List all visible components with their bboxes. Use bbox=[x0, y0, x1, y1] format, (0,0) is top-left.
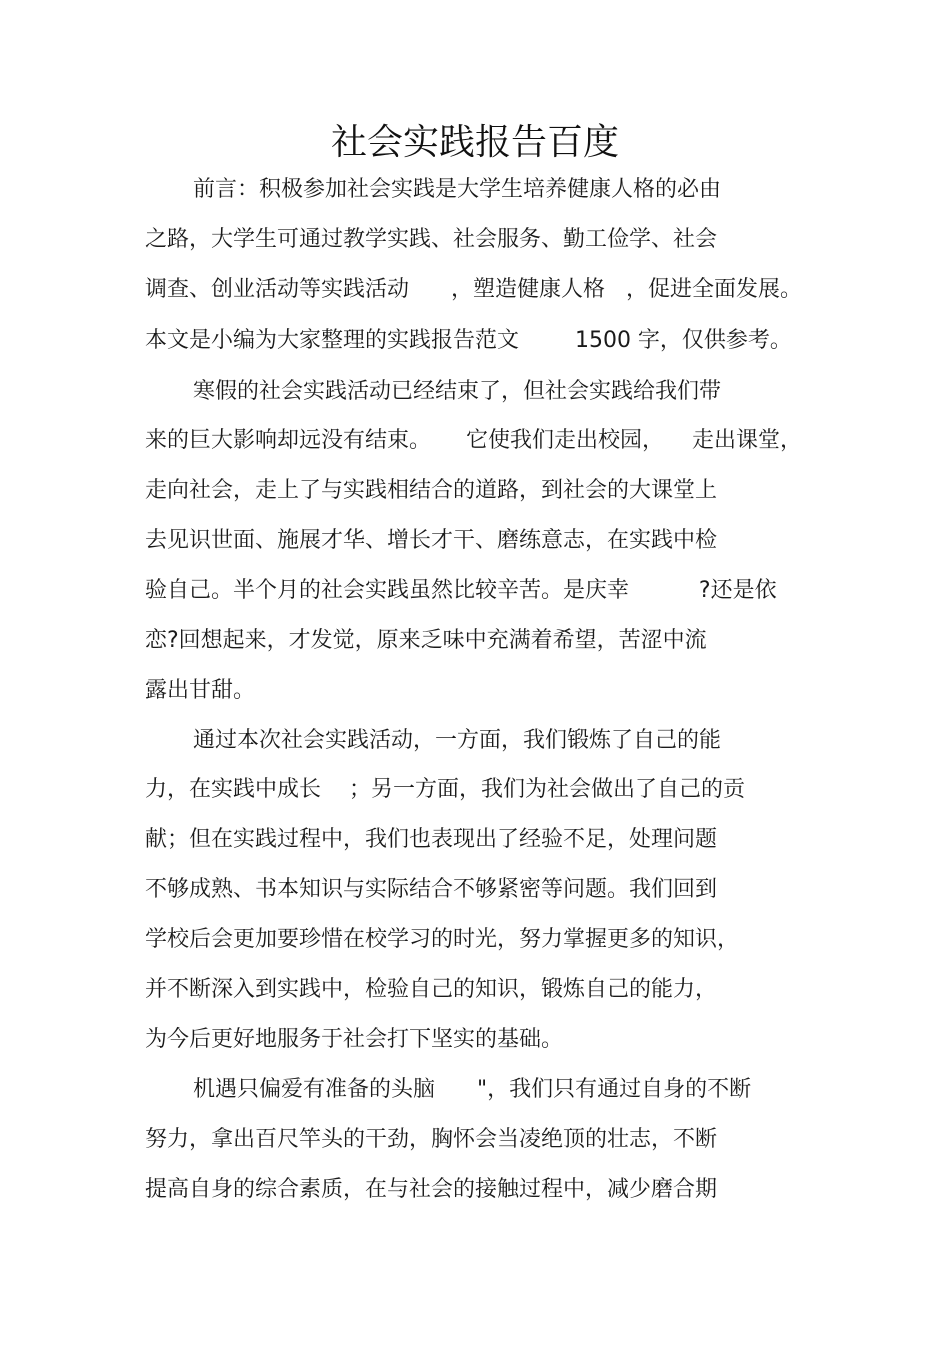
paragraph-2-line-4: 去见识世面、施展才华、增长才干、磨练意志，在实践中检 bbox=[145, 528, 718, 553]
paragraph-4-line-2: 努力，拿出百尺竿头的干劲，胸怀会当凌绝顶的壮志，不断 bbox=[145, 1127, 718, 1152]
paragraph-4-line-3: 提高自身的综合素质，在与社会的接触过程中，减少磨合期 bbox=[145, 1177, 718, 1202]
paragraph-3-line-1: 通过本次社会实践活动，一方面，我们锻炼了自己的能 bbox=[193, 728, 722, 753]
document-title: 社会实践报告百度 bbox=[330, 122, 619, 163]
paragraph-1-line-3: 调查、创业活动等实践活动 ，塑造健康人格 ，促进全面发展。 bbox=[145, 277, 802, 302]
paragraph-1-line-1: 前言：积极参加社会实践是大学生培养健康人格的必由 bbox=[193, 177, 722, 202]
paragraph-2-line-3: 走向社会，走上了与实践相结合的道路，到社会的大课堂上 bbox=[145, 478, 718, 503]
paragraph-3-line-5: 学校后会更加要珍惜在校学习的时光，努力掌握更多的知识， bbox=[145, 927, 740, 952]
paragraph-2-line-6: 恋?回想起来，才发觉，原来乏味中充满着希望，苦涩中流 bbox=[145, 628, 707, 653]
paragraph-4-line-1: 机遇只偏爱有准备的头脑 "，我们只有通过自身的不断 bbox=[193, 1077, 752, 1102]
paragraph-3-line-6: 并不断深入到实践中，检验自己的知识，锻炼自己的能力， bbox=[145, 977, 718, 1002]
paragraph-3-line-3: 献；但在实践过程中，我们也表现出了经验不足，处理问题 bbox=[145, 827, 718, 852]
paragraph-2-line-2: 来的巨大影响却远没有结束。 它使我们走出校园， 走出课堂， bbox=[145, 428, 802, 453]
paragraph-3-line-2: 力，在实践中成长 ；另一方面，我们为社会做出了自己的贡 bbox=[145, 777, 745, 802]
paragraph-1-line-2: 之路，大学生可通过教学实践、社会服务、勤工俭学、社会 bbox=[145, 227, 718, 252]
paragraph-3-line-7: 为今后更好地服务于社会打下坚实的基础。 bbox=[145, 1027, 564, 1052]
paragraph-2-line-5: 验自己。半个月的社会实践虽然比较辛苦。是庆幸 ?还是依 bbox=[145, 578, 777, 603]
paragraph-3-line-4: 不够成熟、书本知识与实际结合不够紧密等问题。我们回到 bbox=[145, 877, 718, 902]
paragraph-1-line-4: 本文是小编为大家整理的实践报告范文 1500 字，仅供参考。 bbox=[145, 328, 792, 353]
paragraph-2-line-1: 寒假的社会实践活动已经结束了，但社会实践给我们带 bbox=[193, 379, 722, 404]
paragraph-2-line-7: 露出甘甜。 bbox=[145, 678, 256, 703]
